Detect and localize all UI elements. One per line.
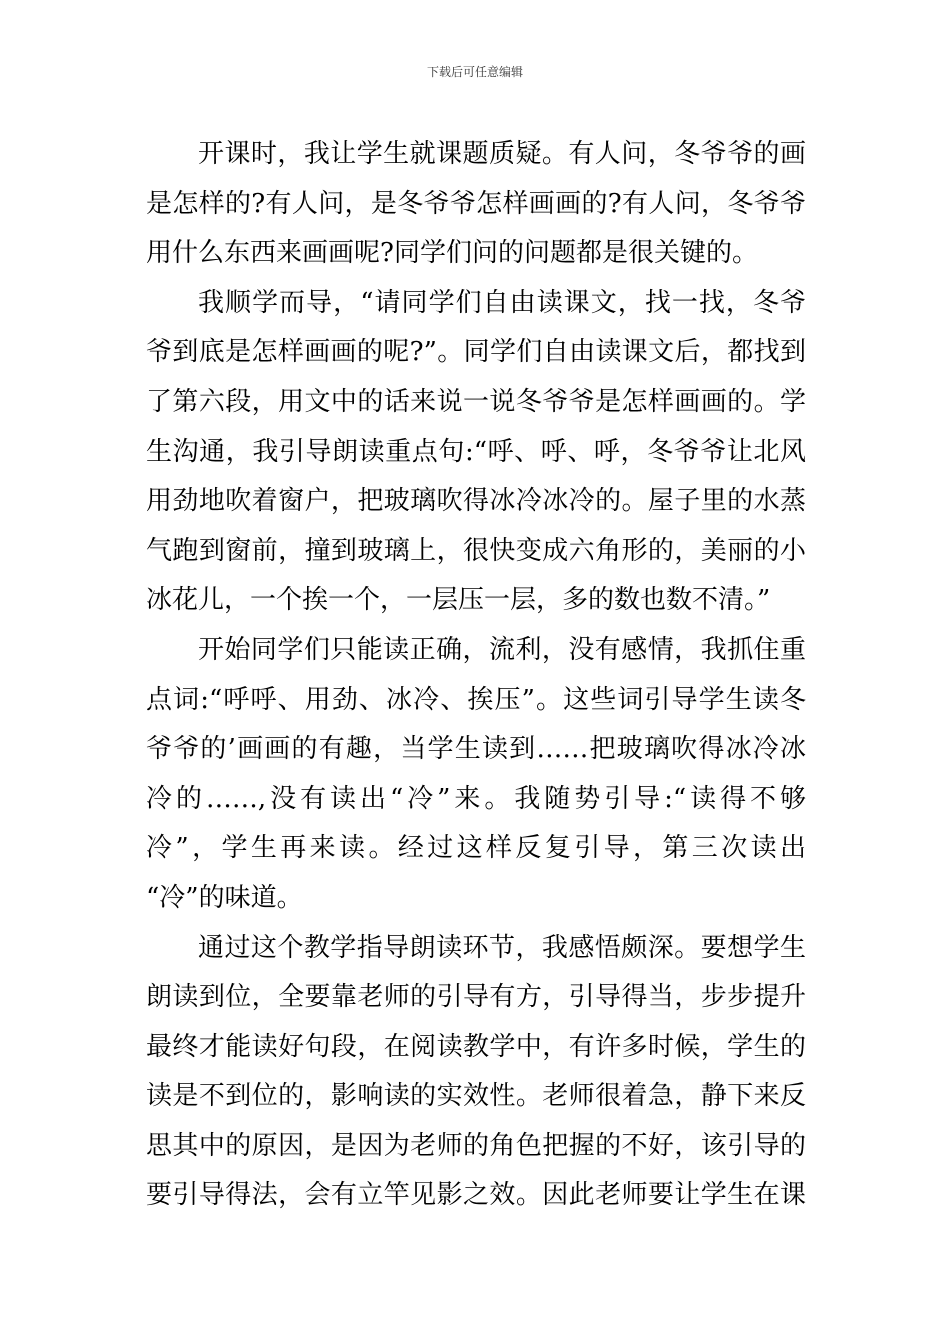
page-header: 下载后可任意编辑 [426, 65, 523, 79]
text-line: 开课时，我让学生就课题质疑。有人问，冬爷爷的画 [198, 139, 806, 169]
paragraph-3 [146, 626, 806, 924]
document-body [146, 130, 806, 1221]
text-line: 通过这个教学指导朗读环节，我感悟颇深。要想学生 [198, 932, 806, 963]
paragraph-4 [146, 924, 806, 1222]
paragraph-1 [146, 130, 806, 279]
text-line: 用劲地吹着窗户，把玻璃吹得冰冷冰冷的。屋子里的水蒸 [146, 486, 806, 517]
text-line: 生沟通，我引导朗读重点句:“呼、呼、呼，冬爷爷让北风 [146, 436, 806, 467]
text-line: 冰花儿，一个挨一个，一层压一层，多的数也数不清。” [146, 585, 771, 616]
text-line: 开始同学们只能读正确，流利，没有感情，我抓住重 [198, 634, 806, 665]
text-line: 最终才能读好句段，在阅读教学中，有许多时候，学生的 [146, 1031, 806, 1062]
text-line: 点词:“呼呼、用劲、冰冷、挨压”。这些词引导学生读冬 [146, 684, 806, 715]
text-line: “冷”的味道。 [146, 882, 303, 913]
text-line: 朗读到位，全要靠老师的引导有方，引导得当，步步提升 [146, 982, 806, 1013]
text-line: 用什么东西来画画呢?同学们问的问题都是很关键的。 [146, 238, 758, 269]
text-line: 爷到底是怎样画画的呢?”。同学们自由读课文后，都找到 [146, 337, 806, 368]
text-line: 气跑到窗前，撞到玻璃上，很快变成六角形的，美丽的小 [146, 535, 806, 566]
text-line: 冷的……,没有读出“冷”来。我随势引导:“读得不够 [146, 783, 806, 814]
text-line: 我顺学而导，“请同学们自由读课文，找一找，冬爷 [198, 287, 806, 318]
paragraph-2 [146, 279, 806, 626]
text-line: 了第六段，用文中的话来说一说冬爷爷是怎样画画的。学 [146, 386, 806, 417]
text-line: 思其中的原因，是因为老师的角色把握的不好，该引导的 [146, 1130, 806, 1161]
text-line: 要引导得法，会有立竿见影之效。因此老师要让学生在课 [146, 1180, 806, 1211]
text-line: 冷”，学生再来读。经过这样反复引导，第三次读出 [146, 833, 806, 864]
text-line: 是怎样的?有人问，是冬爷爷怎样画画的?有人问，冬爷爷 [146, 188, 806, 219]
text-line: 爷爷的’画画的有趣，当学生读到……把玻璃吹得冰冷冰 [146, 734, 806, 765]
text-line: 读是不到位的，影响读的实效性。老师很着急，静下来反 [146, 1081, 806, 1112]
